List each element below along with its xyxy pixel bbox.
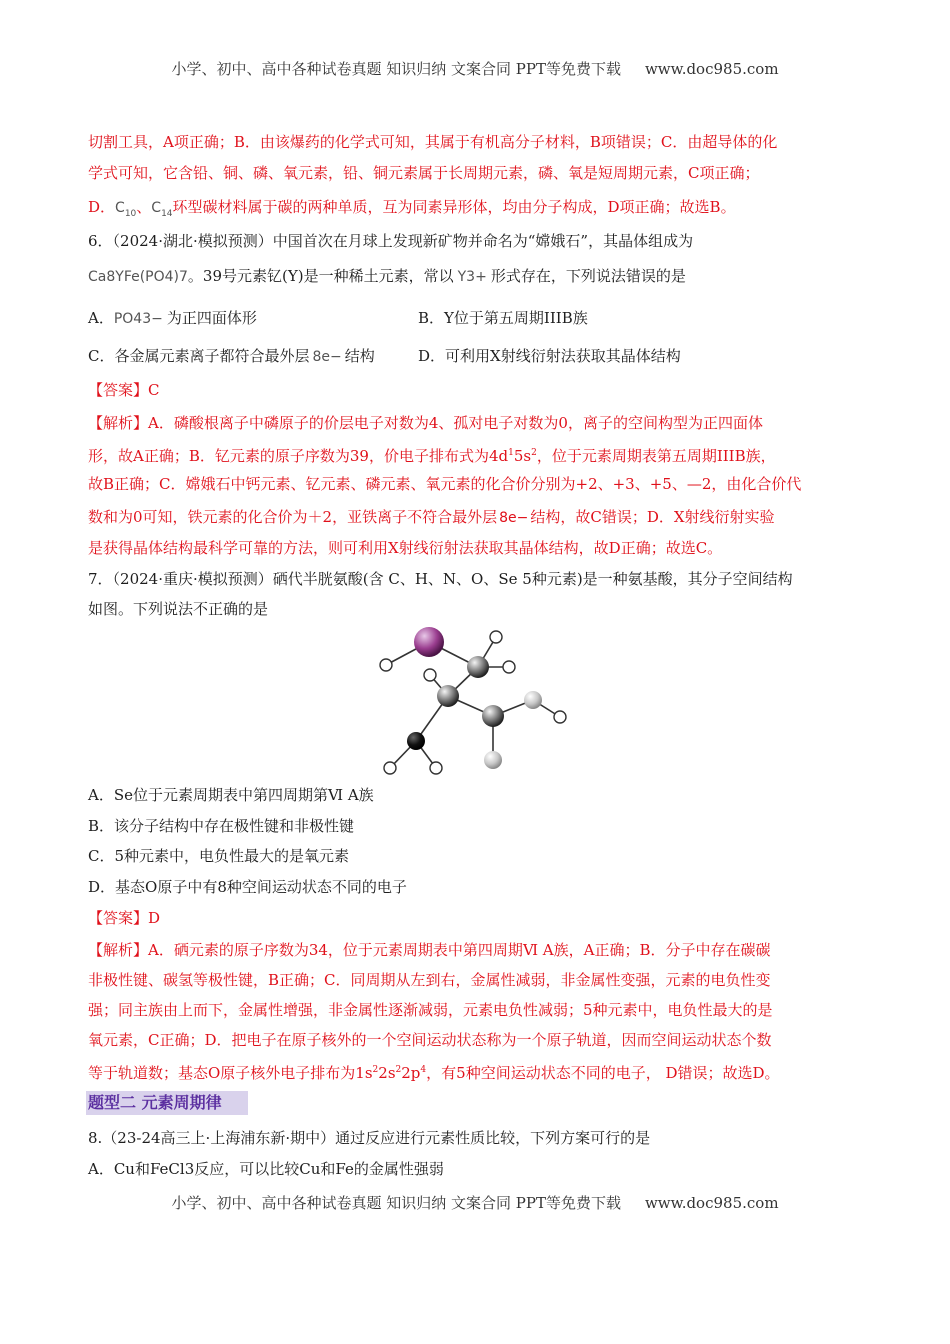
q7-explanation-4: 氧元素，C正确；D．把电子在原子核外的一个空间运动状态称为一个原子轨道，因而空间运动状态个数 (88, 1031, 772, 1049)
intro-line3-prefix: D． (88, 198, 116, 216)
footer-text: 小学、初中、高中各种试卷真题 知识归纳 文案合同 PPT等免费下载 (171, 1194, 621, 1212)
q8-option-a: A．Cu和FeCl3反应，可以比较Cu和Fe的金属性强弱 (88, 1160, 444, 1178)
q6-option-b: B．Y位于第五周期IIIB族 (418, 309, 588, 327)
q6-explanation-1 (88, 413, 763, 433)
q7-answer-tag: 【答案】 (88, 909, 149, 927)
q7-explanation-1 (88, 940, 770, 960)
q6-option-a (88, 308, 257, 329)
q6-ion: Y3+ (457, 269, 487, 285)
q7-option-c: C．5种元素中，电负性最大的是氧元素 (88, 847, 350, 865)
q6-answer (88, 380, 160, 400)
q6-stem-2 (88, 266, 686, 287)
q6-stem-3-text: 形式存在，下列说法错误的是 (490, 267, 686, 285)
intro-line-2: 学式可知，它含铅、铜、磷、氧元素，铅、铜元素属于长周期元素，磷、氧是短周期元素，C项正确； (88, 164, 760, 182)
formula-c10: $C_{10}$ (115, 200, 137, 219)
q6-option-a-prefix: A． (88, 309, 114, 327)
header-text: 小学、初中、高中各种试卷真题 知识归纳 文案合同 PPT等免费下载 (171, 60, 621, 78)
q6-option-c-8e: 8e− (312, 349, 342, 365)
page-header (0, 58, 950, 79)
carbon-atom-2 (437, 685, 459, 707)
q6-answer-value: C (148, 381, 160, 399)
selenium-atom (414, 627, 444, 657)
q7-explanation-2: 非极性键、碳氢等极性键，B正确；C．同周期从左到右，金属性减弱，非金属性变强，元素的电负性变 (88, 971, 771, 989)
footer-site: www.doc985.com (644, 1194, 779, 1212)
q7-explanation-1-text: A．硒元素的原子序数为34，位于元素周期表中第四周期Ⅵ A族，A正确；B．分子中存在碳碳 (148, 941, 771, 959)
molecule-diagram (370, 620, 580, 775)
q6-explanation-1-text: A．磷酸根离子中磷原子的价层电子对数为4、孤对电子对数为0，离子的空间构型为正四面体 (148, 414, 763, 432)
q7-stem-1: 7．（2024·重庆·模拟预测）硒代半胱氨酸(含 C、H、N、O、Se 5种元素)是一种氨基酸，其分子空间结构 (88, 570, 793, 588)
header-site: www.doc985.com (644, 60, 779, 78)
q8-stem: 8.（23-24高三上·上海浦东新·期中）通过反应进行元素性质比较，下列方案可行的是 (88, 1129, 651, 1147)
q6-explanation-3: 故B正确；C．嫦娥石中钙元素、钇元素、磷元素、氧元素的化合价分别为+2、+3、+5、—2，由化合价代 (88, 475, 802, 493)
q6-option-a-text: 为正四面体形 (166, 309, 257, 327)
q6-option-d: D．可利用X射线衍射法获取其晶体结构 (418, 347, 681, 365)
carbon-atom-3 (482, 705, 504, 727)
q7-explanation-5: 等于轨道数；基态O原子核外电子排布为$1s^22s^22p^4$，有5种空间运动状态不同的电子， D错误；故选D。 (88, 1064, 780, 1082)
intro-line3-text: 环型碳材料属于碳的两种单质，互为同素异形体，均由分子构成，D项正确；故选B。 (172, 198, 736, 216)
q6-explanation-4: 数和为0可知，铁元素的化合价为＋2，亚铁离子不符合最外层 8e− 结构，故C错误；D．X射线衍射实验 (88, 508, 775, 526)
q7-answer (88, 908, 160, 928)
oxygen-atom-1 (524, 691, 542, 709)
intro-line-1: 切割工具，A项正确；B．由该爆药的化学式可知，其属于有机高分子材料，B项错误；C．由超导体的化 (88, 133, 778, 151)
q7-stem-2: 如图。下列说法不正确的是 (88, 600, 269, 618)
q7-explanation-tag: 【解析】 (88, 941, 149, 959)
q6-option-a-ion: PO43− (113, 311, 163, 327)
q6-answer-tag: 【答案】 (88, 381, 149, 399)
q7-option-b: B．该分子结构中存在极性键和非极性键 (88, 817, 355, 835)
q7-option-a: A．Se位于元素周期表中第四周期第Ⅵ A族 (88, 786, 374, 804)
nitrogen-atom (407, 732, 425, 750)
intro-line3-sep: 、 (136, 198, 152, 216)
q6-explanation-5: 是获得晶体结构最科学可靠的方法，则可利用X射线衍射法获取其晶体结构，故D正确；故选C。 (88, 539, 723, 557)
q6-option-c (88, 346, 375, 367)
intro-line-3 (88, 197, 736, 224)
q6-formula: Ca8YFe(PO4)7 (88, 269, 188, 285)
q6-explanation-8e: 8e− (499, 510, 529, 526)
q7-option-d: D．基态O原子中有8种空间运动状态不同的电子 (88, 878, 407, 896)
q7-explanation-3: 强；同主族由上而下，金属性增强，非金属性逐渐减弱，元素电负性减弱；5种元素中，电负性最大的是 (88, 1001, 773, 1019)
q7-answer-value: D (148, 909, 161, 927)
q6-stem-1: 6．（2024·湖北·模拟预测）中国首次在月球上发现新矿物并命名为“嫦娥石”，其晶体组成为 (88, 232, 694, 250)
q6-option-c-end: 结构 (344, 347, 375, 365)
q6-stem-2-text: 。39号元素钇(Y)是一种稀土元素，常以 (187, 267, 454, 285)
oxygen-atom-2 (484, 751, 502, 769)
q6-option-c-text: C．各金属元素离子都符合最外层 (88, 347, 310, 365)
carbon-atom-1 (467, 656, 489, 678)
formula-c14: $C_{14}$ (151, 200, 173, 219)
q6-explanation-tag: 【解析】 (88, 414, 149, 432)
section-heading: 题型二 元素周期律 (86, 1091, 248, 1115)
q6-explanation-2: 形，故A正确；B．钇元素的原子序数为39，价电子排布式为$4d^15s^2$，位于元素周期表第五周期IIIB族， (88, 447, 776, 465)
page-footer (0, 1192, 950, 1213)
